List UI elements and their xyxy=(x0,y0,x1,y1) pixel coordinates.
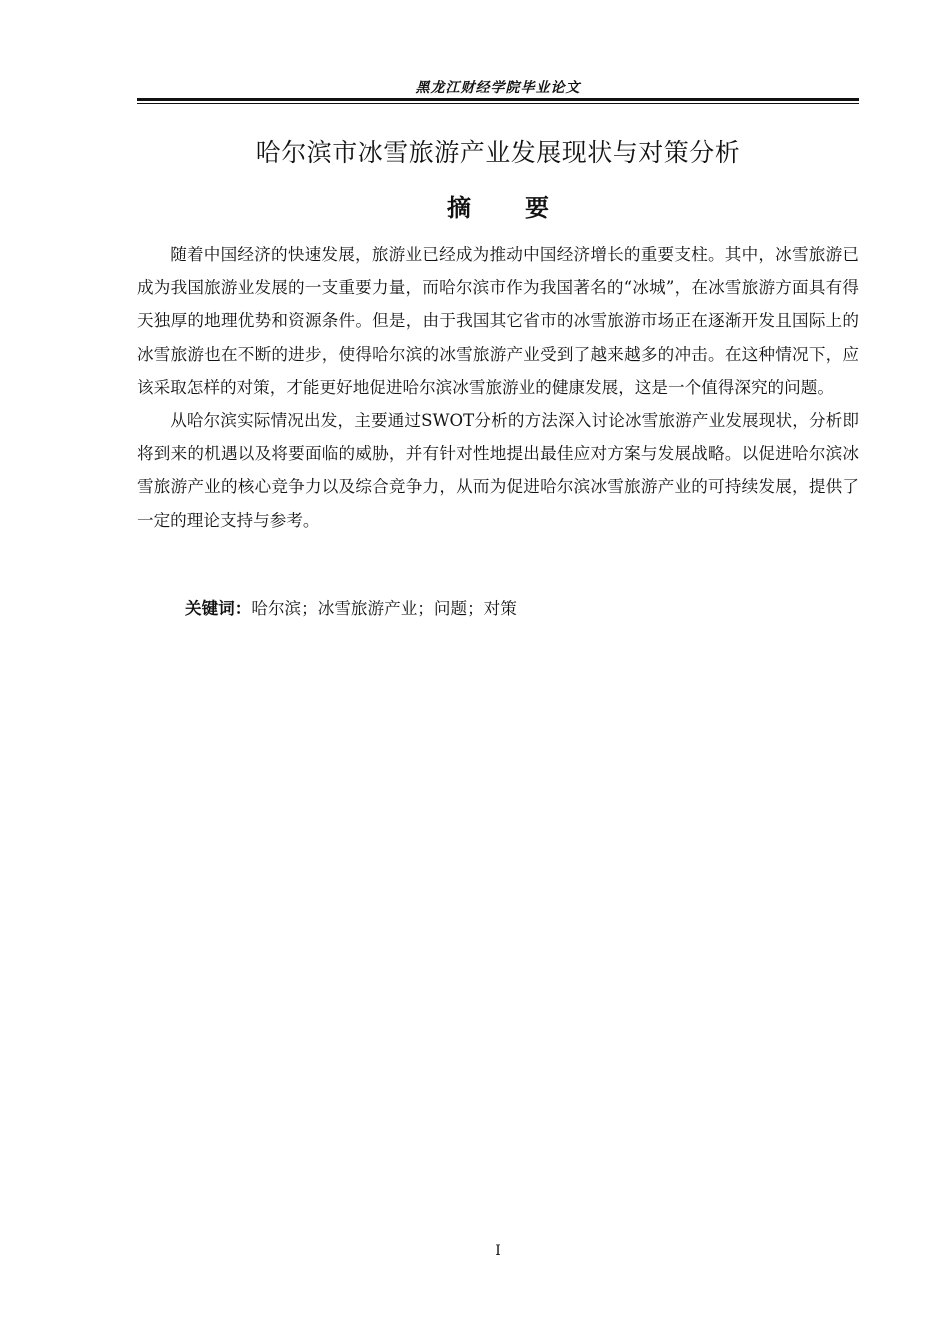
keywords-value: 哈尔滨；冰雪旅游产业；问题；对策 xyxy=(251,599,517,618)
abstract-heading-char-1: 摘 xyxy=(447,194,471,222)
abstract-paragraph-2: 从哈尔滨实际情况出发，主要通过SWOT分析的方法深入讨论冰雪旅游产业发展现状，分析即将到来的机遇以及将要面临的威胁，并有针对性地提出最佳应对方案与发展战略。以促进哈尔滨冰雪旅游产业的核心竞争力以及综合竞争力，从而为促进哈尔滨冰雪旅游产业的可持续发展，提供了一定的理论支持与参考。 xyxy=(137,411,859,530)
page-number: I xyxy=(495,1243,501,1259)
abstract-heading xyxy=(137,188,859,223)
header-rule-thin xyxy=(137,103,859,104)
keywords-label: 关键词： xyxy=(185,599,252,618)
keywords-line xyxy=(185,594,517,624)
abstract-body xyxy=(137,238,859,537)
abstract-paragraph-1: 随着中国经济的快速发展，旅游业已经成为推动中国经济增长的重要支柱。其中，冰雪旅游已成为我国旅游业发展的一支重要力量，而哈尔滨市作为我国著名的“冰城”，在冰雪旅游方面具有得天独厚的地理优势和资源条件。但是，由于我国其它省市的冰雪旅游市场正在逐渐开发且国际上的冰雪旅游也在不断的进步，使得哈尔滨的冰雪旅游产业受到了越来越多的冲击。在这种情况下，应该采取怎样的对策，才能更好地促进哈尔滨冰雪旅游业的健康发展，这是一个值得深究的问题。 xyxy=(137,245,859,397)
abstract-heading-char-2: 要 xyxy=(525,194,549,222)
thesis-title: 哈尔滨市冰雪旅游产业发展现状与对策分析 xyxy=(255,138,741,167)
header-rule-thick xyxy=(137,98,859,101)
running-header: 黑龙江财经学院毕业论文 xyxy=(415,80,581,96)
